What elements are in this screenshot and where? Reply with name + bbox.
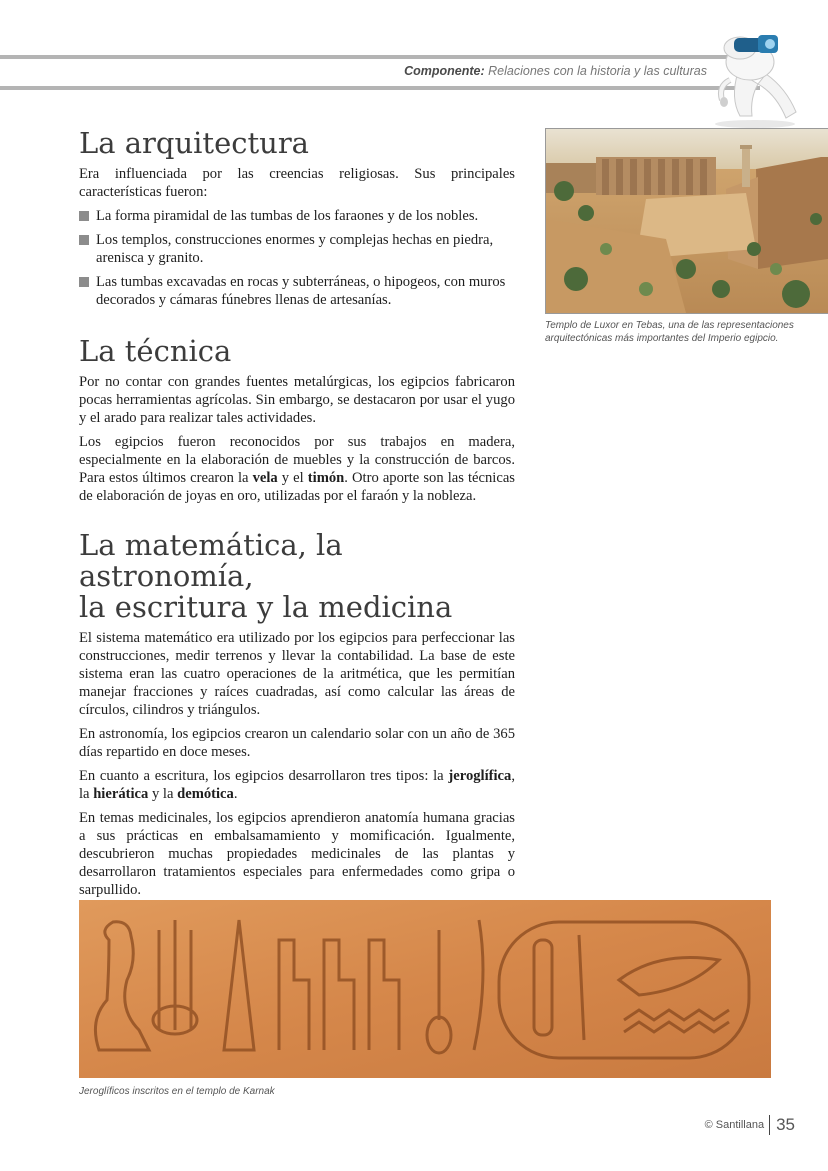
- section-tecnica: [79, 336, 515, 505]
- text-run: .: [233, 786, 238, 802]
- escritura-paragraph: [79, 767, 515, 803]
- header-rule-top: [0, 55, 760, 59]
- astronomia-paragraph: En astronomía, los egipcios crearon un calendario solar con un año de 365 días repartido en doce meses.: [79, 726, 515, 760]
- page-number: 35: [776, 1115, 795, 1134]
- text-run: , la: [79, 768, 515, 802]
- luxor-temple-photo: [545, 128, 828, 314]
- medicina-paragraph: En temas medicinales, los egipcios aprendieron anatomía humana gracias a sus prácticas en embalsamamiento y momificación. Igualmente, descubrieron muchas propiedades medicinales de las plantas y desarrollaron tratamientos especiales para enfermedades como gripa o sarpullido.: [79, 810, 515, 898]
- text-run: y el: [277, 470, 308, 486]
- arquitectura-bullets: [79, 207, 515, 309]
- arquitectura-intro: Era influenciada por las creencias religiosas. Sus principales características fueron:: [79, 166, 515, 200]
- karnak-hieroglyphs-photo: [79, 900, 771, 1078]
- section-title-tecnica: La técnica: [79, 334, 232, 368]
- section-title-arquitectura: La arquitectura: [79, 126, 309, 160]
- header-component-label: Componente:: [404, 64, 485, 78]
- term-jeroglifica: jeroglífica: [448, 768, 512, 784]
- header-rule-bottom: [0, 86, 760, 90]
- term-demotica: demótica: [177, 786, 234, 802]
- title-line: la escritura y la medicina: [79, 590, 453, 624]
- text-run: . Otro aporte son las técnicas de elaboración de joyas en oro, utilizadas por el faraón y la nobleza.: [79, 470, 515, 504]
- matematica-paragraph-1: El sistema matemático era utilizado por los egipcios para perfeccionar las construcciones, medir terrenos y llevar la contabilidad. La base de este sistema eran las cuatro operaciones de la aritmética, que les permitían manejar fracciones y raíces cuadradas, así como calcular las áreas de círculos, cilindros y triángulos.: [79, 630, 515, 718]
- text-run: Los egipcios fueron reconocidos por sus trabajos en madera, especialmente en la elaboración de muebles y la construcción de barcos. Para estos últimos crearon la: [79, 434, 515, 486]
- mascot-illustration: [700, 28, 810, 130]
- header-component: [404, 64, 707, 78]
- section-matematica: [79, 530, 515, 899]
- text-run: y la: [148, 786, 178, 802]
- term-timon: timón: [307, 470, 345, 486]
- term-vela: vela: [252, 470, 278, 486]
- section-title-matematica: [79, 530, 515, 623]
- footer-separator: [769, 1115, 770, 1135]
- publisher-brand: © Santillana: [704, 1119, 765, 1131]
- header-component-value: Relaciones con la historia y las culturas: [488, 64, 707, 78]
- arquitectura-bullet: La forma piramidal de las tumbas de los faraones y de los nobles.: [79, 207, 515, 225]
- luxor-caption: Templo de Luxor en Tebas, una de las representaciones arquitectónicas más importantes del Imperio egipcio.: [545, 320, 794, 344]
- arquitectura-bullet: Las tumbas excavadas en rocas y subterráneas, o hipogeos, con muros decorados y cámaras fúnebres llenas de artesanías.: [79, 273, 515, 309]
- section-arquitectura: [79, 128, 515, 309]
- tecnica-paragraph-2: [79, 433, 515, 505]
- title-line: La matemática, la astronomía,: [79, 528, 343, 593]
- arquitectura-bullet: Los templos, construcciones enormes y complejas hechas en piedra, arenisca y granito.: [79, 231, 515, 267]
- text-run: En cuanto a escritura, los egipcios desarrollaron tres tipos: la: [79, 768, 449, 784]
- karnak-caption: Jeroglíficos inscritos en el templo de Karnak: [79, 1086, 275, 1097]
- term-hieratica: hierática: [93, 786, 149, 802]
- tecnica-paragraph-1: Por no contar con grandes fuentes metalúrgicas, los egipcios fabricaron pocas herramientas agrícolas. Sin embargo, se destacaron por usar el yugo y el arado para realizar tales actividades.: [79, 374, 515, 426]
- page-footer: [705, 1115, 795, 1135]
